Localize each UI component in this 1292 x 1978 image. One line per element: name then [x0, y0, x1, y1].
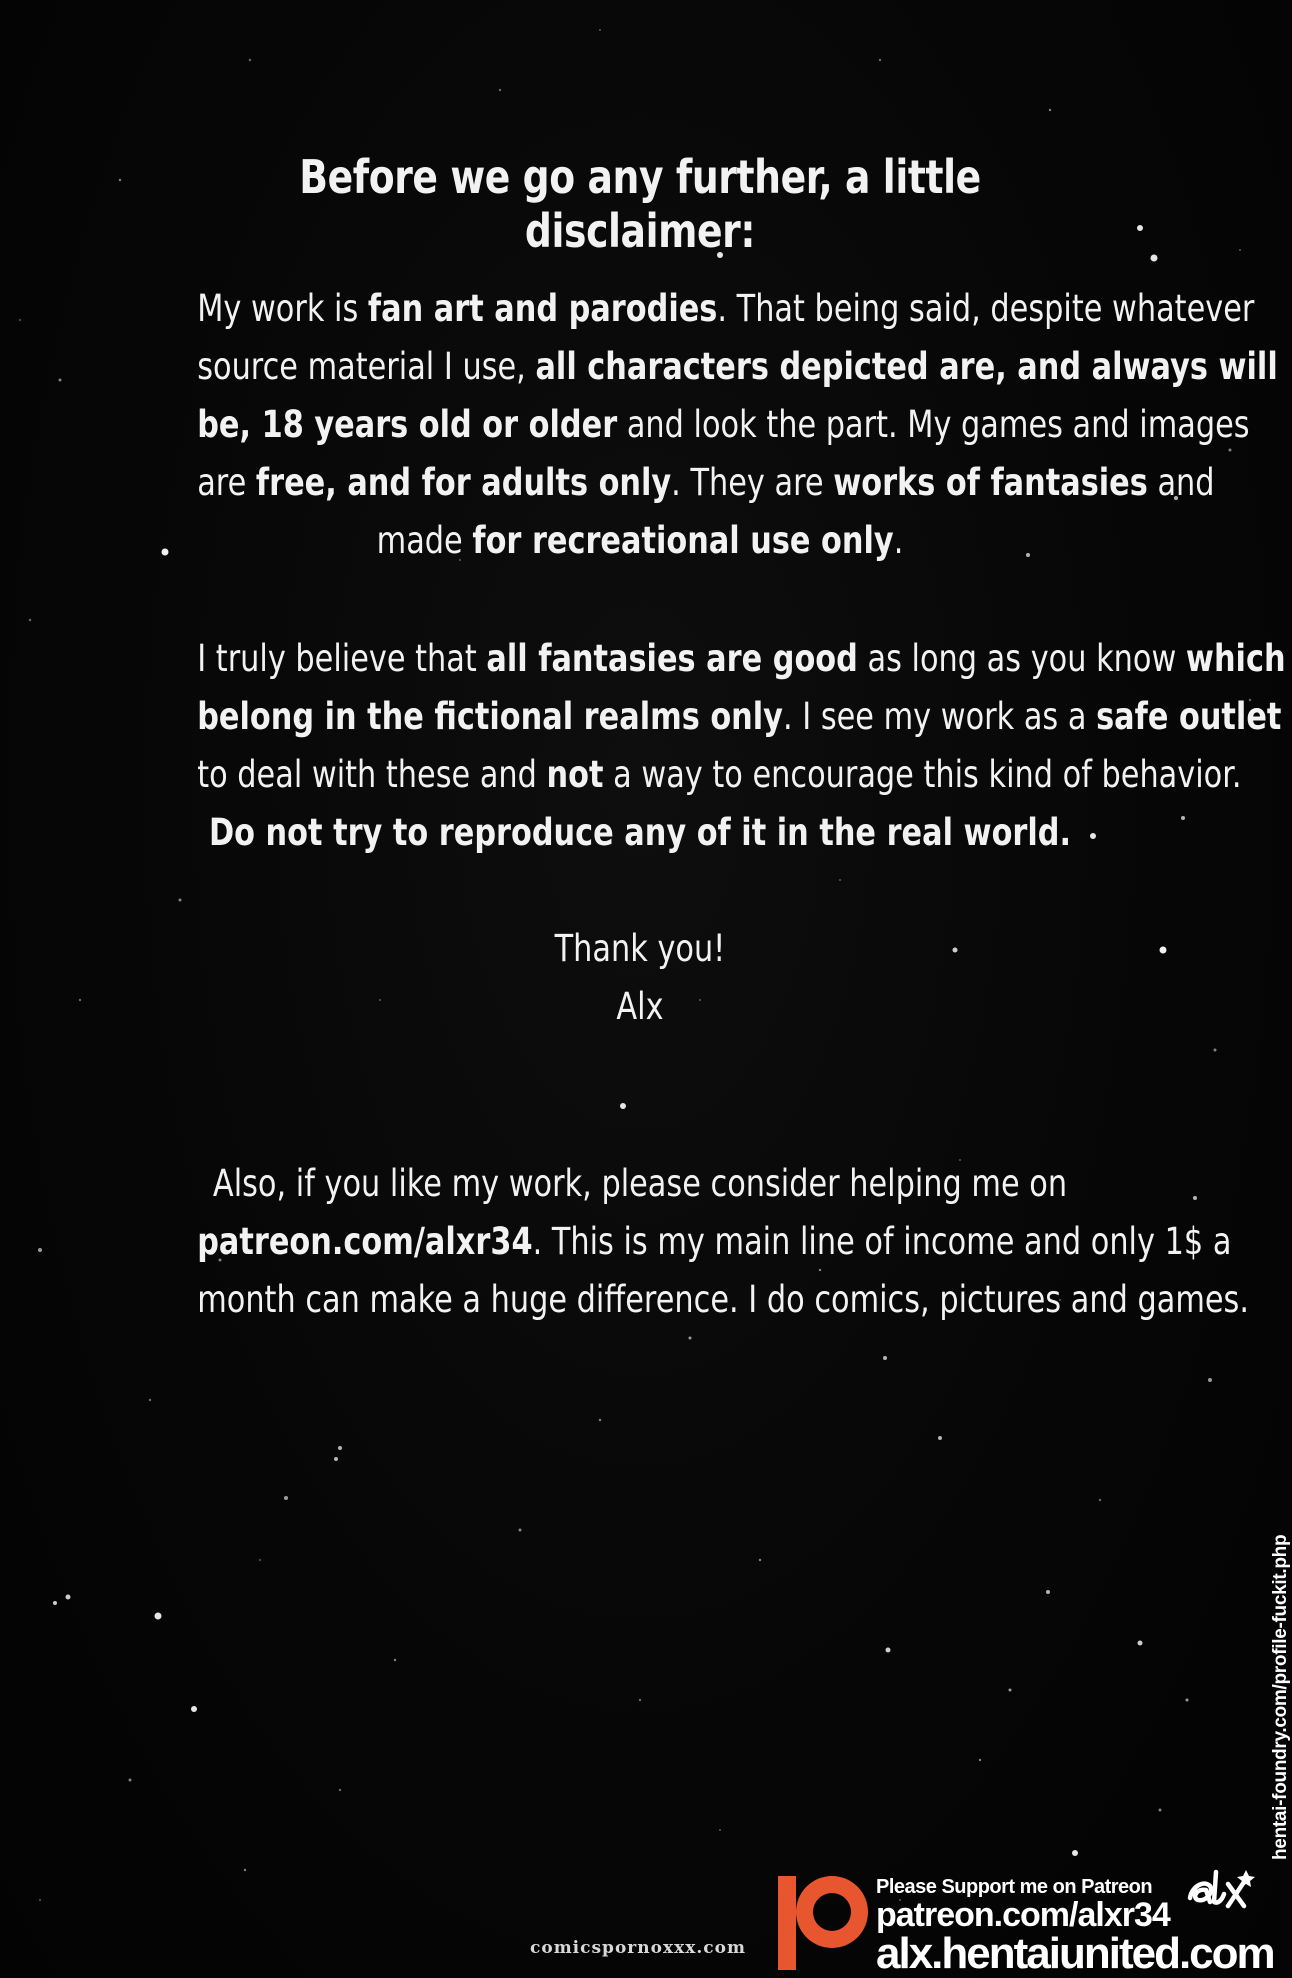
text-run: source material I use, — [197, 345, 536, 388]
signoff — [197, 920, 1083, 1036]
text-run: made — [376, 519, 473, 562]
text-run: Also, if you like my work, please consider helping me on — [212, 1162, 1068, 1205]
paragraph-patreon — [197, 1155, 1250, 1329]
text-run-bold: fan art and parodies — [367, 287, 718, 330]
paragraph-fantasies — [197, 630, 1286, 862]
text-run-bold: all fantasies are good — [486, 637, 858, 680]
support-text: Please Support me on Patreon — [876, 1876, 1153, 1898]
text-run-bold: for recreational use only — [472, 519, 894, 562]
text-run: as long as you know — [857, 637, 1186, 680]
text-run-bold: all characters depicted are, and always will — [535, 345, 1278, 388]
text-run: I truly believe that — [197, 637, 487, 680]
text-run: My work is — [197, 287, 368, 330]
text-run: month can make a huge difference. I do comics, pictures and games. — [197, 1278, 1250, 1321]
text-line — [197, 1155, 1083, 1213]
text-run-bold: Do not try to reproduce any of it in the real world. — [208, 811, 1072, 854]
thanks-text: Thank you! — [554, 927, 726, 970]
text-line — [197, 1271, 1250, 1329]
patreon-url: patreon.com/alxr34 — [876, 1896, 1170, 1934]
author-name: Alx — [616, 985, 664, 1028]
site-url: alx.hentaiunited.com — [876, 1929, 1274, 1978]
text-run: to deal with these and — [197, 753, 547, 796]
text-run-bold: belong in the fictional realms only — [197, 695, 783, 738]
text-run: are — [197, 461, 256, 504]
text-line — [197, 688, 1282, 746]
text-run: . I see my work as a — [782, 695, 1097, 738]
paragraph-fan-art — [197, 280, 1278, 570]
text-run-bold: be, 18 years old or older — [197, 403, 618, 446]
patreon-link-text: patreon.com/alxr34 — [197, 1220, 533, 1263]
page-title: Before we go any further, a little disclaimer: — [299, 150, 981, 258]
text-line — [197, 280, 1255, 338]
text-run: and — [1147, 461, 1215, 504]
patreon-logo-icon — [776, 1868, 871, 1973]
watermark-site: comicspornoxxx.com — [530, 1938, 746, 1958]
alx-signature-logo — [1186, 1862, 1258, 1912]
text-run: and look the part. My games and images — [617, 403, 1250, 446]
text-run: . This is my main line of income and only 1$ a — [532, 1220, 1232, 1263]
text-run: . They are — [671, 461, 834, 504]
text-run-bold: works of fantasies — [833, 461, 1148, 504]
text-line — [197, 512, 1083, 570]
text-line — [197, 396, 1250, 454]
text-run: . — [893, 519, 904, 562]
text-line — [197, 1213, 1232, 1271]
text-run-bold: not — [546, 753, 604, 796]
text-line — [197, 454, 1215, 512]
text-line — [197, 338, 1278, 396]
text-run-bold: which — [1185, 637, 1286, 680]
vertical-hentai-foundry-url: hentai-foundry.com/profile-fuckit.php — [1270, 1534, 1291, 1860]
text-run: . That being said, despite whatever — [717, 287, 1255, 330]
text-line — [197, 746, 1242, 804]
text-run: a way to encourage this kind of behavior. — [603, 753, 1242, 796]
text-run-bold: free, and for adults only — [255, 461, 672, 504]
text-line — [197, 804, 1083, 862]
text-run-bold: safe outlet — [1096, 695, 1282, 738]
text-line — [197, 630, 1286, 688]
